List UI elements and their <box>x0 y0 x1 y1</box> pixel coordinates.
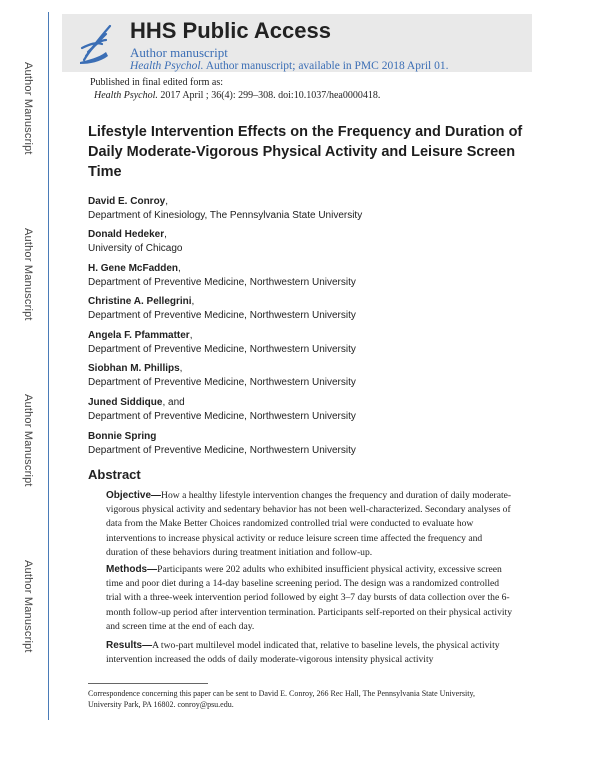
methods-text: Participants were 202 adults who exhibited insufficient physical activity, excessive screen time and poor diet during a 14-day baseline screening period. The design was a randomized controlled trial with a three-week intervention period followed by eight 3–7 day bursts of data collection over the 6-month follow-up period after intervention termination. Participants self-reported on their physical activity and screen time at the end of each day. <box>106 564 513 632</box>
author-affiliation: Department of Preventive Medicine, Northwestern University <box>88 445 356 456</box>
sidebar-label-author-manuscript: Author Manuscript <box>22 394 34 487</box>
author-suffix: , <box>191 296 195 307</box>
author-suffix: , <box>179 363 183 374</box>
author-affiliation: Department of Preventive Medicine, Northwestern University <box>88 411 356 422</box>
author-affiliation: Department of Preventive Medicine, Northwestern University <box>88 344 356 355</box>
author-name-text: Angela F. Pfammatter <box>88 330 190 341</box>
author-name-text: Christine A. Pellegrini <box>88 296 192 307</box>
author-name-text: Siobhan M. Phillips <box>88 363 180 374</box>
author-name <box>88 397 185 408</box>
author-name-text: Juned Siddique <box>88 397 163 408</box>
abstract-heading: Abstract <box>88 467 141 482</box>
availability-line <box>130 60 448 72</box>
author-suffix: , and <box>162 397 185 408</box>
availability-text: Author manuscript; available in PMC 2018 April 01. <box>205 60 449 72</box>
author-name <box>88 431 156 442</box>
author-affiliation: Department of Preventive Medicine, Northwestern University <box>88 310 356 321</box>
author-suffix: , <box>178 263 181 274</box>
objective-text: How a healthy lifestyle intervention changes the frequency and duration of daily moderate-vigorous physical activity and sedentary behavior has not been well-characterized. Secondary analyses of data from the Make Better Choices randomized controlled trial were conducted to evaluate how interventions to increase physical activity or reduce leisure screen time affected the frequency and duration of these behaviors during treatment initiation and follow-up. <box>106 490 512 558</box>
citation-line <box>94 90 380 101</box>
abstract-results <box>106 639 516 667</box>
sidebar-label-author-manuscript: Author Manuscript <box>22 560 34 653</box>
author-name-text: H. Gene McFadden <box>88 263 179 274</box>
author-name <box>88 229 167 240</box>
author-suffix: , <box>165 196 169 207</box>
results-text: A two-part multilevel model indicated that, relative to baseline levels, the physical activity intervention increased the odds of daily moderate-vigorous intensity physical activity <box>106 640 500 666</box>
author-name <box>88 196 168 207</box>
author-manuscript-label: Author manuscript <box>130 45 228 60</box>
sidebar-label-author-manuscript: Author Manuscript <box>22 62 34 155</box>
footnote-divider <box>88 683 208 684</box>
author-affiliation: Department of Preventive Medicine, Northwestern University <box>88 377 356 388</box>
hhs-eagle-logo-icon <box>76 20 116 66</box>
author-affiliation: Department of Preventive Medicine, Northwestern University <box>88 277 356 288</box>
author-name-text: David E. Conroy <box>88 196 166 207</box>
author-name <box>88 263 181 274</box>
author-suffix: , <box>189 330 193 341</box>
author-name <box>88 296 194 307</box>
abstract-methods <box>106 563 516 634</box>
journal-name: Health Psychol. <box>130 60 204 72</box>
author-name-text: Bonnie Spring <box>88 431 157 442</box>
author-name-text: Donald Hedeker <box>88 229 165 240</box>
hhs-header <box>62 14 532 72</box>
author-affiliation: University of Chicago <box>88 243 183 254</box>
published-in-label: Published in final edited form as: <box>90 77 224 88</box>
abstract-objective <box>106 489 516 560</box>
author-suffix: , <box>164 229 167 240</box>
citation-details: 2017 April ; 36(4): 299–308. doi:10.1037/hea0000418. <box>160 90 381 101</box>
methods-label: Methods— <box>106 564 158 575</box>
author-affiliation: Department of Kinesiology, The Pennsylvania State University <box>88 210 363 221</box>
objective-label: Objective— <box>106 490 162 501</box>
author-name <box>88 330 192 341</box>
citation-journal: Health Psychol. <box>94 90 158 101</box>
results-label: Results— <box>106 640 153 651</box>
hhs-title: HHS Public Access <box>130 18 331 43</box>
correspondence-footnote: Correspondence concerning this paper can be sent to David E. Conroy, 266 Rec Hall, The Pennsylvania State University, University Park, PA 16802. conroy@psu.edu. <box>88 689 475 709</box>
sidebar-label-author-manuscript: Author Manuscript <box>22 228 34 321</box>
margin-rule <box>48 12 49 720</box>
article-title: Lifestyle Intervention Effects on the Frequency and Duration of Daily Moderate-Vigorous Physical Activity and Leisure Screen Time <box>88 124 523 180</box>
author-name <box>88 363 182 374</box>
